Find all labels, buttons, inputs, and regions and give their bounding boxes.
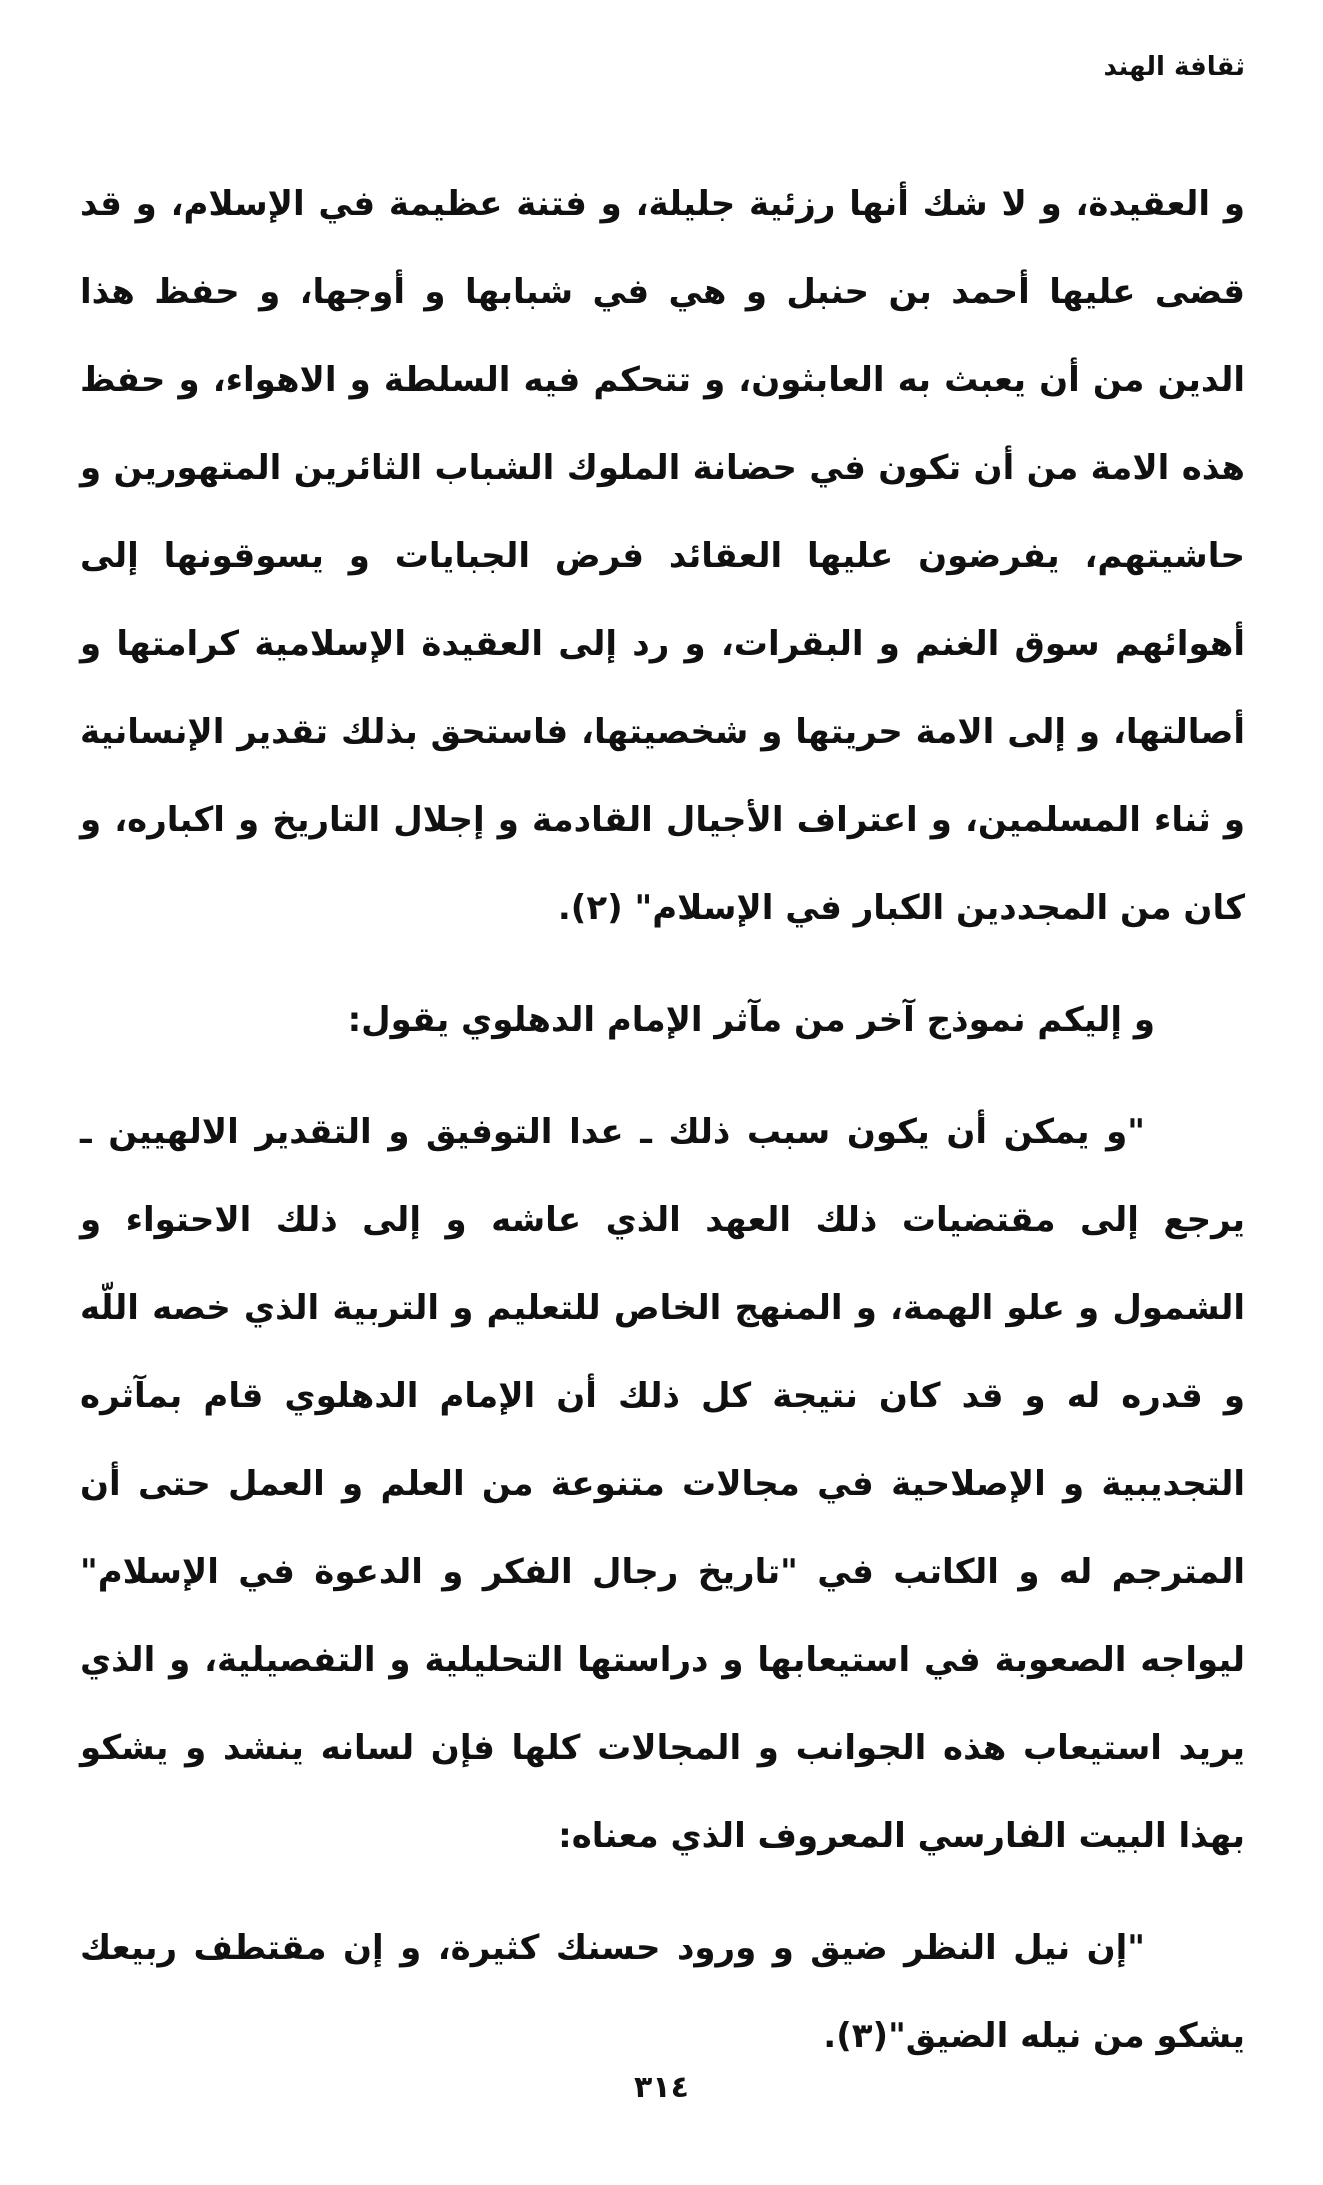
- paragraph-intro: و إليكم نموذج آخر من مآثر الإمام الدهلوي يقول:: [347, 1000, 1155, 1040]
- body-text: [80, 160, 1245, 2080]
- paragraph-quotation: "و يمكن أن يكون سبب ذلك ـ عدا التوفيق و التقدير الالهيين ـ يرجع إلى مقتضيات ذلك العهد الذي عاشه و إلى ذلك الاحتواء و الشمول و علو الهمة، و المنهج الخاص للتعليم و التربية الذي خصه اللّه و قدره له و قد كان نتيجة كل ذلك أن الإمام الدهلوي قام بمآثره التجديبية و الإصلاحية في مجالات متنوعة من العلم و العمل حتى أن المترجم له و الكاتب في "تاريخ رجال الفكر و الدعوة في الإسلام" ليواجه الصعوبة في استيعابها و دراستها التحليلية و التفصيلية، و الذي يريد استيعاب هذه الجوانب و المجالات كلها فإن لسانه ينشد و يشكو بهذا البيت الفارسي المعروف الذي معناه:: [80, 1112, 1245, 1856]
- paragraph-continuation: و العقيدة، و لا شك أنها رزئية جليلة، و فتنة عظيمة في الإسلام، و قد قضى عليها أحمد بن حنبل و هي في شبابها و أوجها، و حفظ هذا الدين من أن يعبث به العابثون، و تتحكم فيه السلطة و الاهواء، و حفظ هذه الامة من أن تكون في حضانة الملوك الشباب الثائرين المتهورين و حاشيتهم، يفرضون عليها العقائد فرض الجبايات و يسوقونها إلى أهوائهم سوق الغنم و البقرات، و رد إلى العقيدة الإسلامية كرامتها و أصالتها، و إلى الامة حريتها و شخصيتها، فاستحق بذلك تقدير الإنسانية و ثناء المسلمين، و اعتراف الأجيال القادمة و إجلال التاريخ و اكباره، و كان من المجددين الكبار في الإسلام" (٢).: [80, 184, 1245, 928]
- paragraph-verse-translation: "إن نيل النظر ضيق و ورود حسنك كثيرة، و إن مقتطف ربيعك يشكو من نيله الضيق"(٣).: [80, 1928, 1245, 2056]
- page-number: ٣١٤: [634, 2070, 689, 2105]
- running-header-title: ثقافة الهند: [1103, 52, 1245, 82]
